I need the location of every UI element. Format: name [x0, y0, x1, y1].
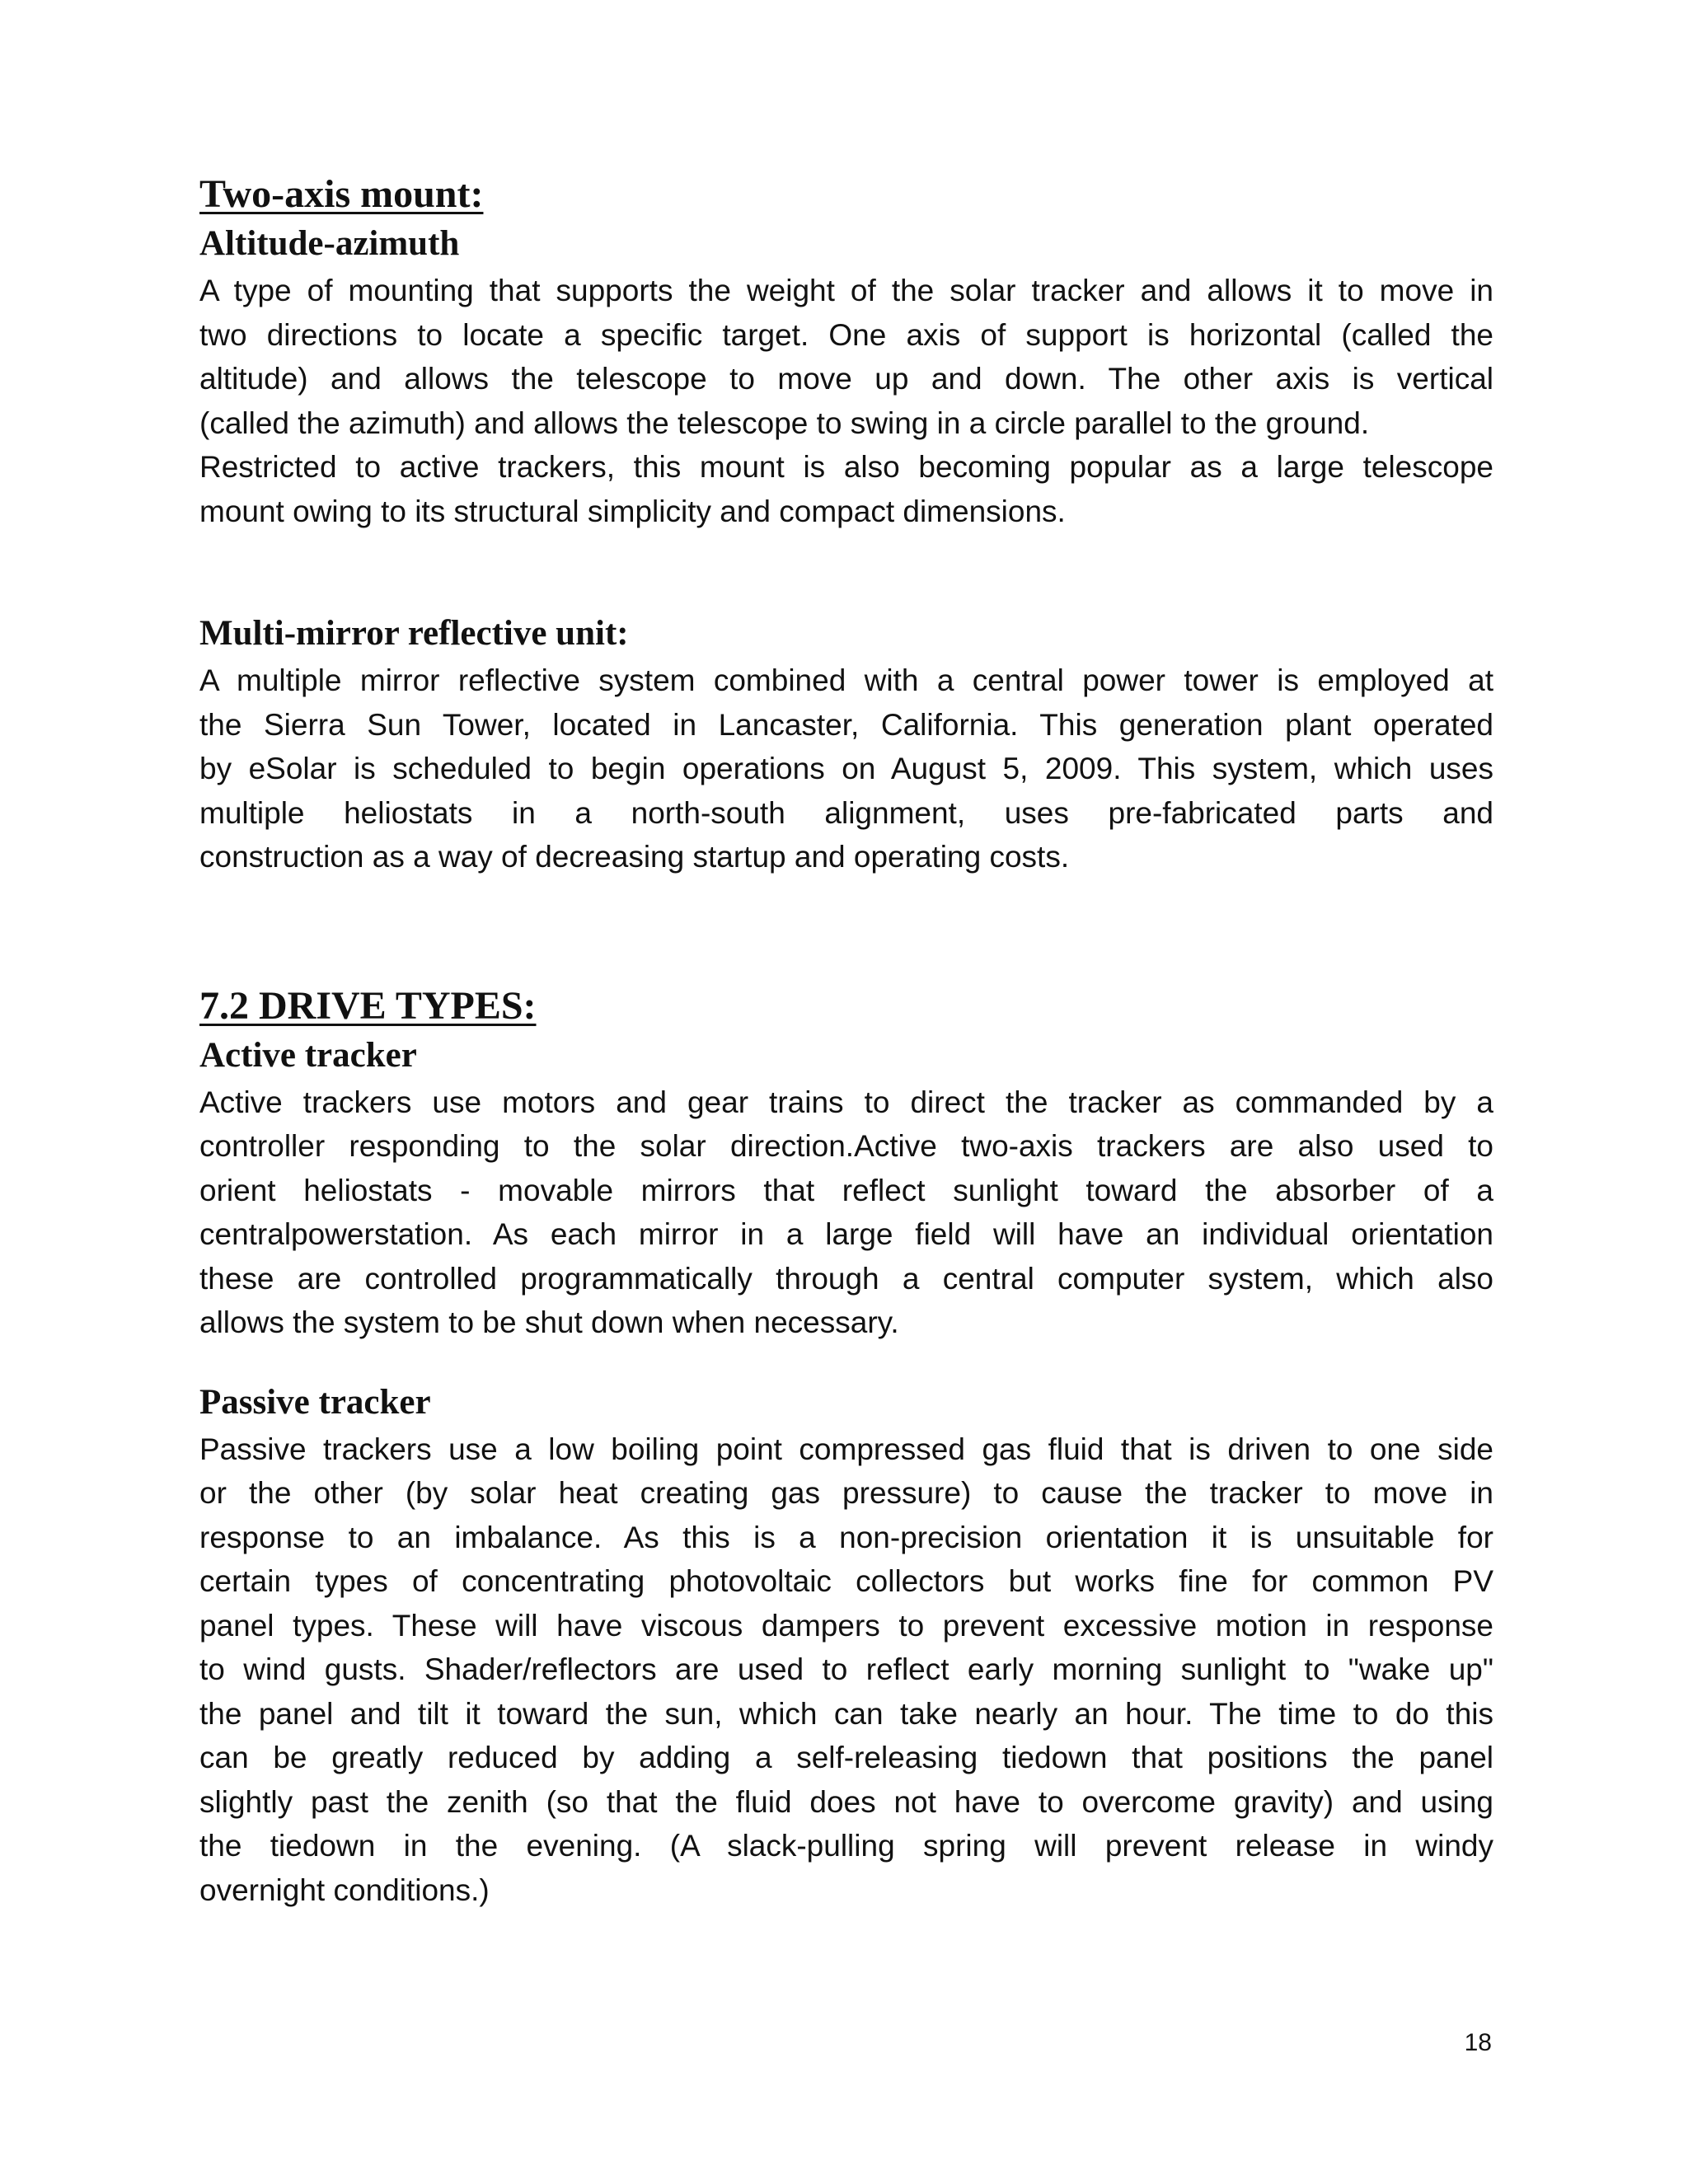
text-line: or the other (by solar heat creating gas pressure) to cause the tracker to move in [199, 1476, 1493, 1510]
subsection-title-passive-tracker: Passive tracker [199, 1382, 431, 1422]
text-line: Passive trackers use a low boiling point compressed gas fluid that is driven to one side [199, 1432, 1493, 1466]
text-line: the panel and tilt it toward the sun, which can take nearly an hour. The time to do this [199, 1696, 1493, 1731]
text-line: certain types of concentrating photovoltaic collectors but works fine for common PV [199, 1564, 1493, 1598]
text-line: centralpowerstation. As each mirror in a large field will have an individual orientation [199, 1217, 1493, 1251]
text-line: to wind gusts. Shader/reflectors are used to reflect early morning sunlight to "wake up" [199, 1652, 1493, 1686]
page-number: 18 [1464, 2029, 1492, 2056]
page-content [199, 170, 1493, 1912]
paragraph-passive-tracker [199, 1427, 1493, 1913]
section-title-drive-types: 7.2 DRIVE TYPES: [199, 983, 537, 1028]
text-line: multiple heliostats in a north-south alignment, uses pre-fabricated parts and [199, 795, 1493, 830]
text-line: Restricted to active trackers, this mount is also becoming popular as a large telescope [199, 450, 1493, 484]
text-line: (called the azimuth) and allows the telescope to swing in a circle parallel to the ground. [199, 405, 1370, 440]
text-line: Active trackers use motors and gear trains to direct the tracker as commanded by a [199, 1085, 1493, 1119]
subsection-title-altitude-azimuth: Altitude-azimuth [199, 224, 460, 263]
text-line: A type of mounting that supports the weight of the solar tracker and allows it to move in [199, 274, 1493, 307]
text-line: slightly past the zenith (so that the fluid does not have to overcome gravity) and using [199, 1784, 1493, 1819]
text-line: the tiedown in the evening. (A slack-pulling spring will prevent release in windy [199, 1829, 1493, 1863]
text-line: altitude) and allows the telescope to move up and down. The other axis is vertical [199, 362, 1493, 396]
text-line: overnight conditions.) [199, 1872, 490, 1907]
text-line: two directions to locate a specific target. One axis of support is horizontal (called the [199, 317, 1493, 352]
paragraph-active-tracker [199, 1080, 1493, 1345]
text-line: can be greatly reduced by adding a self-releasing tiedown that positions the panel [199, 1741, 1493, 1774]
text-line: these are controlled programmatically through a central computer system, which also [199, 1261, 1493, 1296]
text-line: response to an imbalance. As this is a non-precision orientation it is unsuitable for [199, 1520, 1493, 1554]
text-line: orient heliostats - movable mirrors that reflect sunlight toward the absorber of a [199, 1173, 1493, 1207]
subsection-title-active-tracker: Active tracker [199, 1035, 417, 1075]
paragraph-multi-mirror [199, 658, 1493, 879]
text-line: mount owing to its structural simplicity and compact dimensions. [199, 494, 1066, 528]
paragraph-altitude-azimuth [199, 269, 1493, 533]
section-title-two-axis-mount: Two-axis mount: [199, 172, 484, 216]
text-line: controller responding to the solar direction.Active two-axis trackers are also used to [199, 1129, 1493, 1163]
subsection-title-multi-mirror: Multi-mirror reflective unit: [199, 614, 629, 653]
text-line: by eSolar is scheduled to begin operations on August 5, 2009. This system, which uses [199, 752, 1493, 785]
text-line: allows the system to be shut down when necessary. [199, 1305, 899, 1339]
text-line: construction as a way of decreasing startup and operating costs. [199, 840, 1070, 874]
text-line: the Sierra Sun Tower, located in Lancaster, California. This generation plant operated [199, 707, 1493, 742]
text-line: A multiple mirror reflective system combined with a central power tower is employed at [199, 663, 1493, 697]
text-line: panel types. These will have viscous dampers to prevent excessive motion in response [199, 1608, 1493, 1643]
